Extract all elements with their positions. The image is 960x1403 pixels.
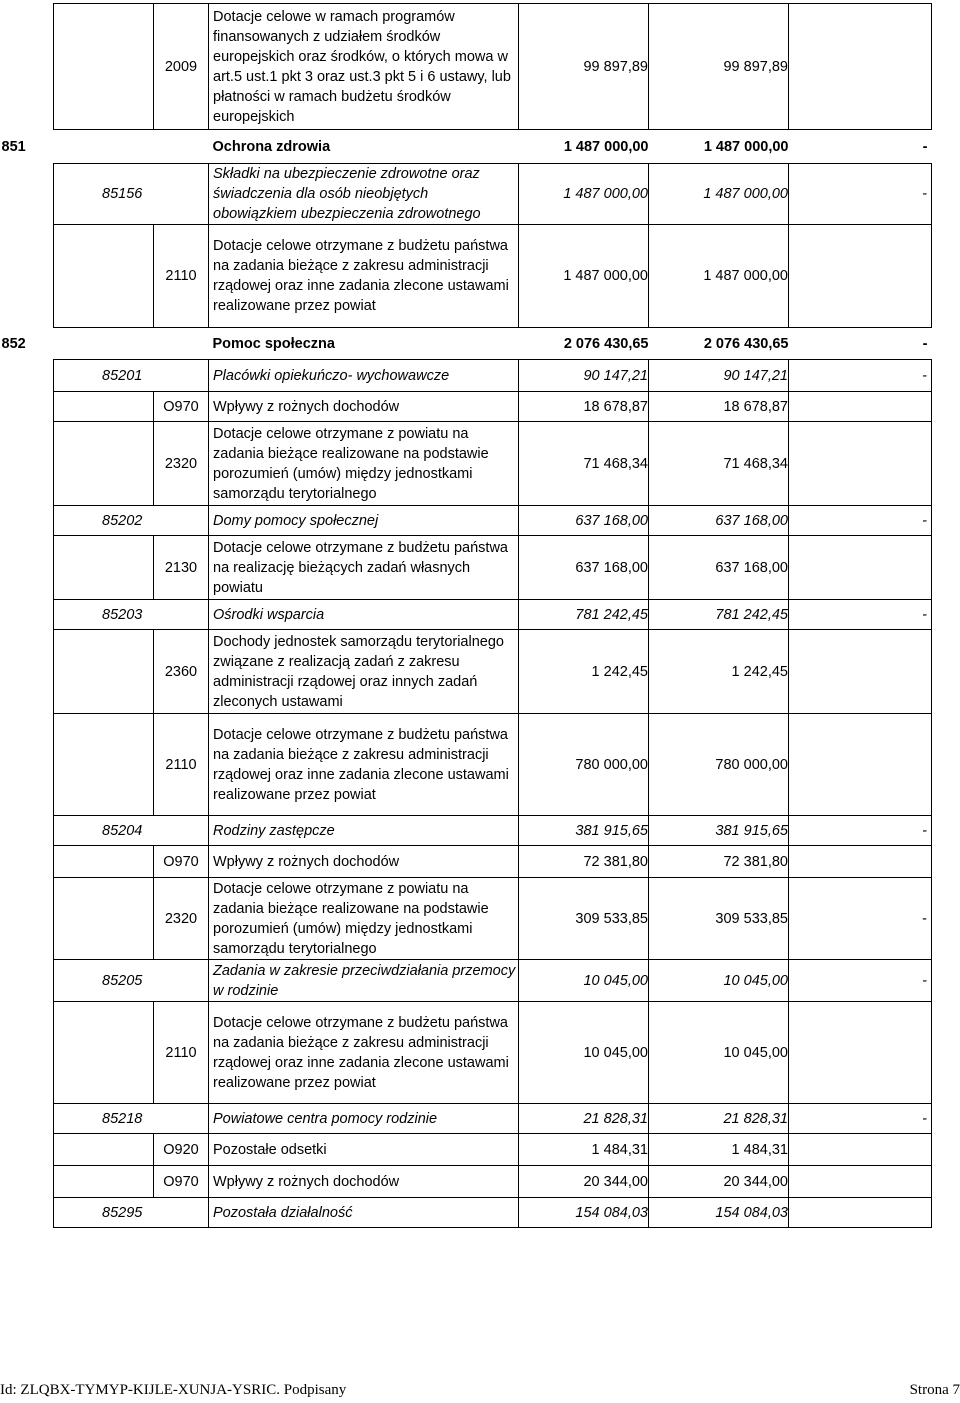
plan-value: 780 000,00 — [519, 714, 649, 816]
row-description: Domy pomocy społecznej — [209, 506, 519, 536]
execution-value: 381 915,65 — [649, 816, 789, 846]
table-row — [54, 130, 932, 164]
table-row — [54, 1134, 932, 1166]
plan-value: 18 678,87 — [519, 392, 649, 422]
execution-value: 154 084,03 — [649, 1198, 789, 1228]
row-description: Ośrodki wsparcia — [209, 600, 519, 630]
row-description: Rodziny zastępcze — [209, 816, 519, 846]
table-row — [54, 225, 932, 328]
dash-cell — [789, 1166, 932, 1198]
row-description: Wpływy z rożnych dochodów — [209, 392, 519, 422]
table-row — [54, 1198, 932, 1228]
table-row — [54, 878, 932, 960]
row-description: Dotacje celowe otrzymane z powiatu na zadania bieżące realizowane na podstawie porozumień (umów) między jednostkami samorządu terytorialnego — [209, 422, 519, 506]
budget-table — [1, 3, 932, 1228]
plan-value: 10 045,00 — [519, 1002, 649, 1104]
dash-cell: - — [789, 1104, 932, 1134]
execution-value: 1 484,31 — [649, 1134, 789, 1166]
plan-value: 72 381,80 — [519, 846, 649, 878]
dash-cell: - — [789, 960, 932, 1002]
dash-cell: - — [789, 600, 932, 630]
plan-value: 1 242,45 — [519, 630, 649, 714]
execution-value: 18 678,87 — [649, 392, 789, 422]
row-description: Składki na ubezpieczenie zdrowotne oraz świadczenia dla osób nieobjętych obowiązkiem ubezpieczenia zdrowotnego — [209, 164, 519, 225]
table-row — [54, 1166, 932, 1198]
dash-cell — [789, 4, 932, 130]
dash-cell — [789, 536, 932, 600]
row-description: Wpływy z rożnych dochodów — [209, 1166, 519, 1198]
row-description: Pozostała działalność — [209, 1198, 519, 1228]
execution-value: 99 897,89 — [649, 4, 789, 130]
dash-cell: - — [789, 506, 932, 536]
plan-value: 1 487 000,00 — [519, 130, 649, 164]
dash-cell — [789, 846, 932, 878]
paragraph-code: O970 — [154, 392, 209, 422]
dash-cell — [789, 422, 932, 506]
dash-cell — [789, 714, 932, 816]
chapter-code: 85218 — [54, 1104, 209, 1134]
paragraph-code: 2320 — [154, 422, 209, 506]
paragraph-code: O920 — [154, 1134, 209, 1166]
paragraph-code: 2110 — [154, 714, 209, 816]
plan-value: 90 147,21 — [519, 360, 649, 392]
row-description: Dotacje celowe otrzymane z powiatu na zadania bieżące realizowane na podstawie porozumień (umów) między jednostkami samorządu terytorialnego — [209, 878, 519, 960]
execution-value: 309 533,85 — [649, 878, 789, 960]
plan-value: 71 468,34 — [519, 422, 649, 506]
row-description: Dotacje celowe otrzymane z budżetu państwa na realizację bieżących zadań własnych powiatu — [209, 536, 519, 600]
table-row — [54, 714, 932, 816]
chapter-code: 85201 — [54, 360, 209, 392]
dash-cell: - — [789, 816, 932, 846]
dash-cell — [789, 225, 932, 328]
plan-value: 1 487 000,00 — [519, 225, 649, 328]
table-row — [54, 422, 932, 506]
plan-value: 637 168,00 — [519, 536, 649, 600]
table-row — [54, 630, 932, 714]
dash-cell: - — [789, 328, 932, 360]
plan-value: 381 915,65 — [519, 816, 649, 846]
plan-value: 154 084,03 — [519, 1198, 649, 1228]
paragraph-code: 2360 — [154, 630, 209, 714]
row-description: Dotacje celowe otrzymane z budżetu państwa na zadania bieżące z zakresu administracji rządowej oraz inne zadania zlecone ustawami realizowane przez powiat — [209, 714, 519, 816]
table-row — [54, 600, 932, 630]
plan-value: 20 344,00 — [519, 1166, 649, 1198]
paragraph-code: 2009 — [154, 4, 209, 130]
paragraph-code: 2320 — [154, 878, 209, 960]
table-row — [54, 536, 932, 600]
execution-value: 21 828,31 — [649, 1104, 789, 1134]
plan-value: 1 484,31 — [519, 1134, 649, 1166]
execution-value: 71 468,34 — [649, 422, 789, 506]
table-row — [54, 846, 932, 878]
row-description: Wpływy z rożnych dochodów — [209, 846, 519, 878]
dash-cell — [789, 1198, 932, 1228]
dash-cell: - — [789, 878, 932, 960]
row-description: Placówki opiekuńczo- wychowawcze — [209, 360, 519, 392]
execution-value: 1 242,45 — [649, 630, 789, 714]
plan-value: 2 076 430,65 — [519, 328, 649, 360]
table-row — [54, 392, 932, 422]
division-code: 851 — [1, 138, 26, 155]
row-description: Dochody jednostek samorządu terytorialnego związane z realizacją zadań z zakresu administracji rządowej oraz innych zadań zleconych ustawami — [209, 630, 519, 714]
row-description: Dotacje celowe w ramach programów finansowanych z udziałem środków europejskich oraz środków, o których mowa w art.5 ust.1 pkt 3 oraz ust.3 pkt 5 i 6 ustawy, lub płatności w ramach budżetu środków europejskich — [209, 4, 519, 130]
dash-cell: - — [789, 164, 932, 225]
execution-value: 72 381,80 — [649, 846, 789, 878]
execution-value: 637 168,00 — [649, 506, 789, 536]
division-code: 852 — [1, 335, 26, 352]
paragraph-code: O970 — [154, 846, 209, 878]
plan-value: 309 533,85 — [519, 878, 649, 960]
page-footer — [0, 1382, 960, 1402]
dash-cell — [789, 392, 932, 422]
plan-value: 10 045,00 — [519, 960, 649, 1002]
chapter-code: 85295 — [54, 1198, 209, 1228]
execution-value: 90 147,21 — [649, 360, 789, 392]
dash-cell — [789, 1134, 932, 1166]
execution-value: 1 487 000,00 — [649, 130, 789, 164]
chapter-code: 85204 — [54, 816, 209, 846]
plan-value: 21 828,31 — [519, 1104, 649, 1134]
plan-value: 1 487 000,00 — [519, 164, 649, 225]
paragraph-code: 2130 — [154, 536, 209, 600]
chapter-code: 85203 — [54, 600, 209, 630]
row-description: Powiatowe centra pomocy rodzinie — [209, 1104, 519, 1134]
table-row — [54, 816, 932, 846]
plan-value: 637 168,00 — [519, 506, 649, 536]
table-row — [54, 1002, 932, 1104]
execution-value: 781 242,45 — [649, 600, 789, 630]
paragraph-code: 2110 — [154, 1002, 209, 1104]
execution-value: 1 487 000,00 — [649, 164, 789, 225]
row-description: Dotacje celowe otrzymane z budżetu państwa na zadania bieżące z zakresu administracji rządowej oraz inne zadania zlecone ustawami realizowane przez powiat — [209, 1002, 519, 1104]
table-row — [54, 328, 932, 360]
chapter-code: 85202 — [54, 506, 209, 536]
execution-value: 2 076 430,65 — [649, 328, 789, 360]
dash-cell: - — [789, 130, 932, 164]
table-row — [54, 4, 932, 130]
paragraph-code: 2110 — [154, 225, 209, 328]
plan-value: 781 242,45 — [519, 600, 649, 630]
row-description: Pozostałe odsetki — [209, 1134, 519, 1166]
paragraph-code: O970 — [154, 1166, 209, 1198]
table-row — [54, 960, 932, 1002]
row-description: Zadania w zakresie przeciwdziałania przemocy w rodzinie — [209, 960, 519, 1002]
dash-cell: - — [789, 360, 932, 392]
execution-value: 20 344,00 — [649, 1166, 789, 1198]
dash-cell — [789, 1002, 932, 1104]
dash-cell — [789, 630, 932, 714]
execution-value: 780 000,00 — [649, 714, 789, 816]
plan-value: 99 897,89 — [519, 4, 649, 130]
page-number: Strona 7 — [909, 1382, 960, 1398]
row-description: Pomoc społeczna — [209, 328, 519, 360]
document-id: Id: ZLQBX-TYMYP-KIJLE-XUNJA-YSRIC. Podpisany — [0, 1382, 347, 1398]
table-row — [54, 360, 932, 392]
table-row — [54, 164, 932, 225]
row-description: Ochrona zdrowia — [209, 130, 519, 164]
chapter-code: 85156 — [54, 164, 209, 225]
execution-value: 10 045,00 — [649, 960, 789, 1002]
execution-value: 1 487 000,00 — [649, 225, 789, 328]
chapter-code: 85205 — [54, 960, 209, 1002]
execution-value: 10 045,00 — [649, 1002, 789, 1104]
table-row — [54, 1104, 932, 1134]
execution-value: 637 168,00 — [649, 536, 789, 600]
row-description: Dotacje celowe otrzymane z budżetu państwa na zadania bieżące z zakresu administracji rządowej oraz inne zadania zlecone ustawami realizowane przez powiat — [209, 225, 519, 328]
table-row — [54, 506, 932, 536]
